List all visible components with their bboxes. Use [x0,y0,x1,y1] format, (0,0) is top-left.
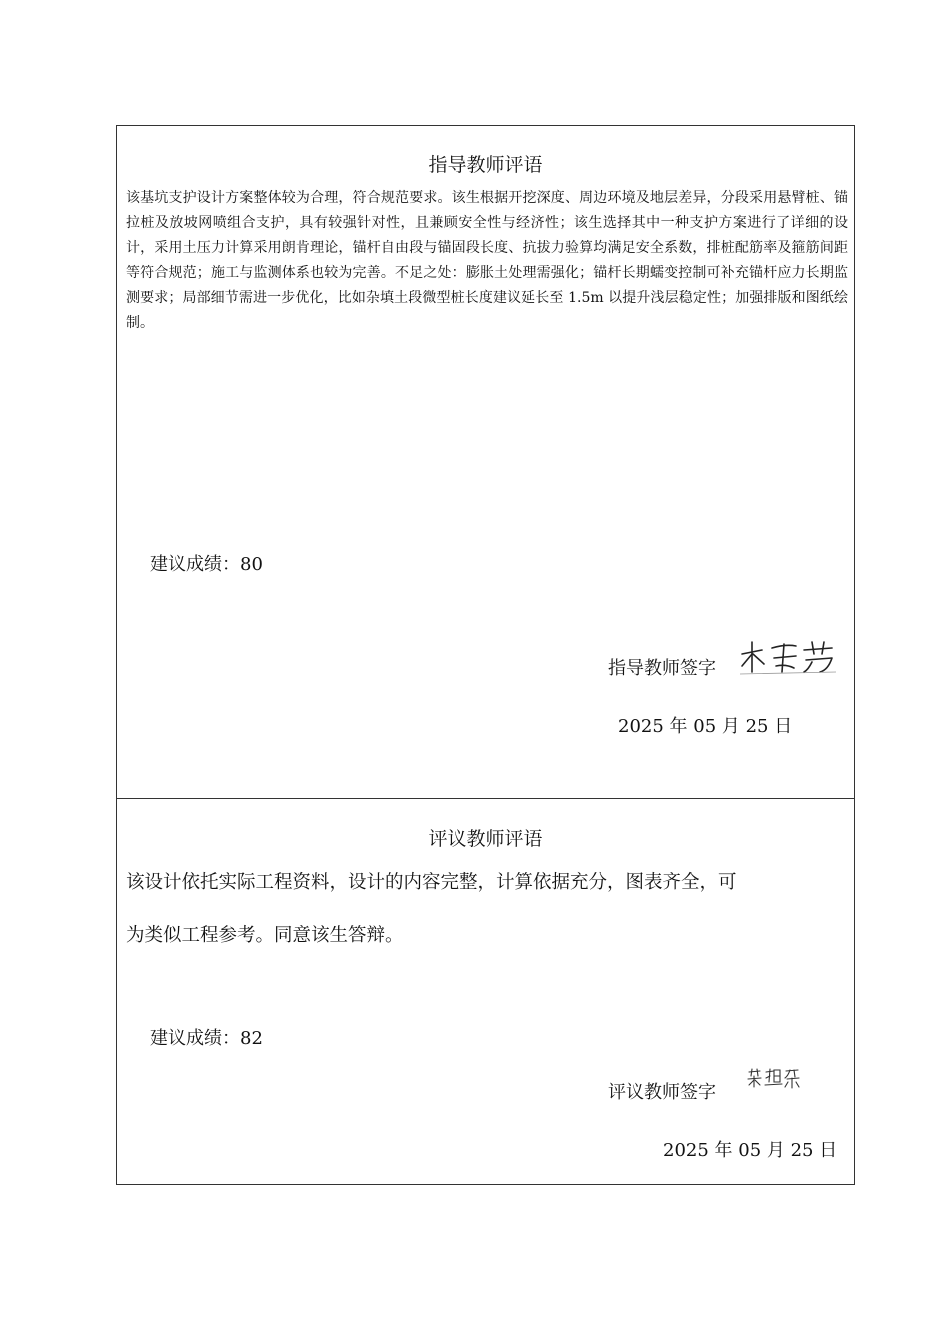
supervisor-comment-title: 指导教师评语 [428,154,543,176]
supervisor-suggested-grade: 建议成绩：80 [150,554,263,575]
reviewer-handwritten-signature [746,1066,802,1090]
supervisor-comment-text: 该基坑支护设计方案整体较为合理，符合规范要求。该生根据开挖深度、周边环境及地层差异，分段采用悬臂桩、锚拉桩及放坡网喷组合支护，具有较强针对性，且兼顾安全性与经济性；该生选择其中一种支护方案进行了详细的设计，采用土压力计算采用朗肯理论，锚杆自由段与锚固段长度、抗拔力验算均满足安全系数，排桩配筋率及箍筋间距等符合规范；施工与监测体系也较为完善。不足之处：膨胀土处理需强化；锚杆长期蠕变控制可补充锚杆应力长期监测要求；局部细节需进一步优化，比如杂填土段微型桩长度建议延长至 1.5m 以提升浅层稳定性；加强排版和图纸绘制。 [126,190,848,331]
supervisor-handwritten-signature [738,638,838,676]
reviewer-comment-title: 评议教师评语 [428,828,543,850]
reviewer-comment-line-1: 该设计依托实际工程资料，设计的内容完整，计算依据充分，图表齐全，可 [126,872,737,893]
supervisor-comment-date: 2025 年 05 月 25 日 [618,716,793,737]
supervisor-signature-label: 指导教师签字 [608,658,716,679]
section-divider [116,798,855,799]
reviewer-suggested-grade: 建议成绩：82 [150,1028,263,1049]
reviewer-signature-label: 评议教师签字 [608,1082,716,1103]
reviewer-comment-line-2: 为类似工程参考。同意该生答辩。 [126,925,404,946]
reviewer-comment-text [126,870,848,976]
reviewer-comment-date: 2025 年 05 月 25 日 [663,1140,838,1161]
